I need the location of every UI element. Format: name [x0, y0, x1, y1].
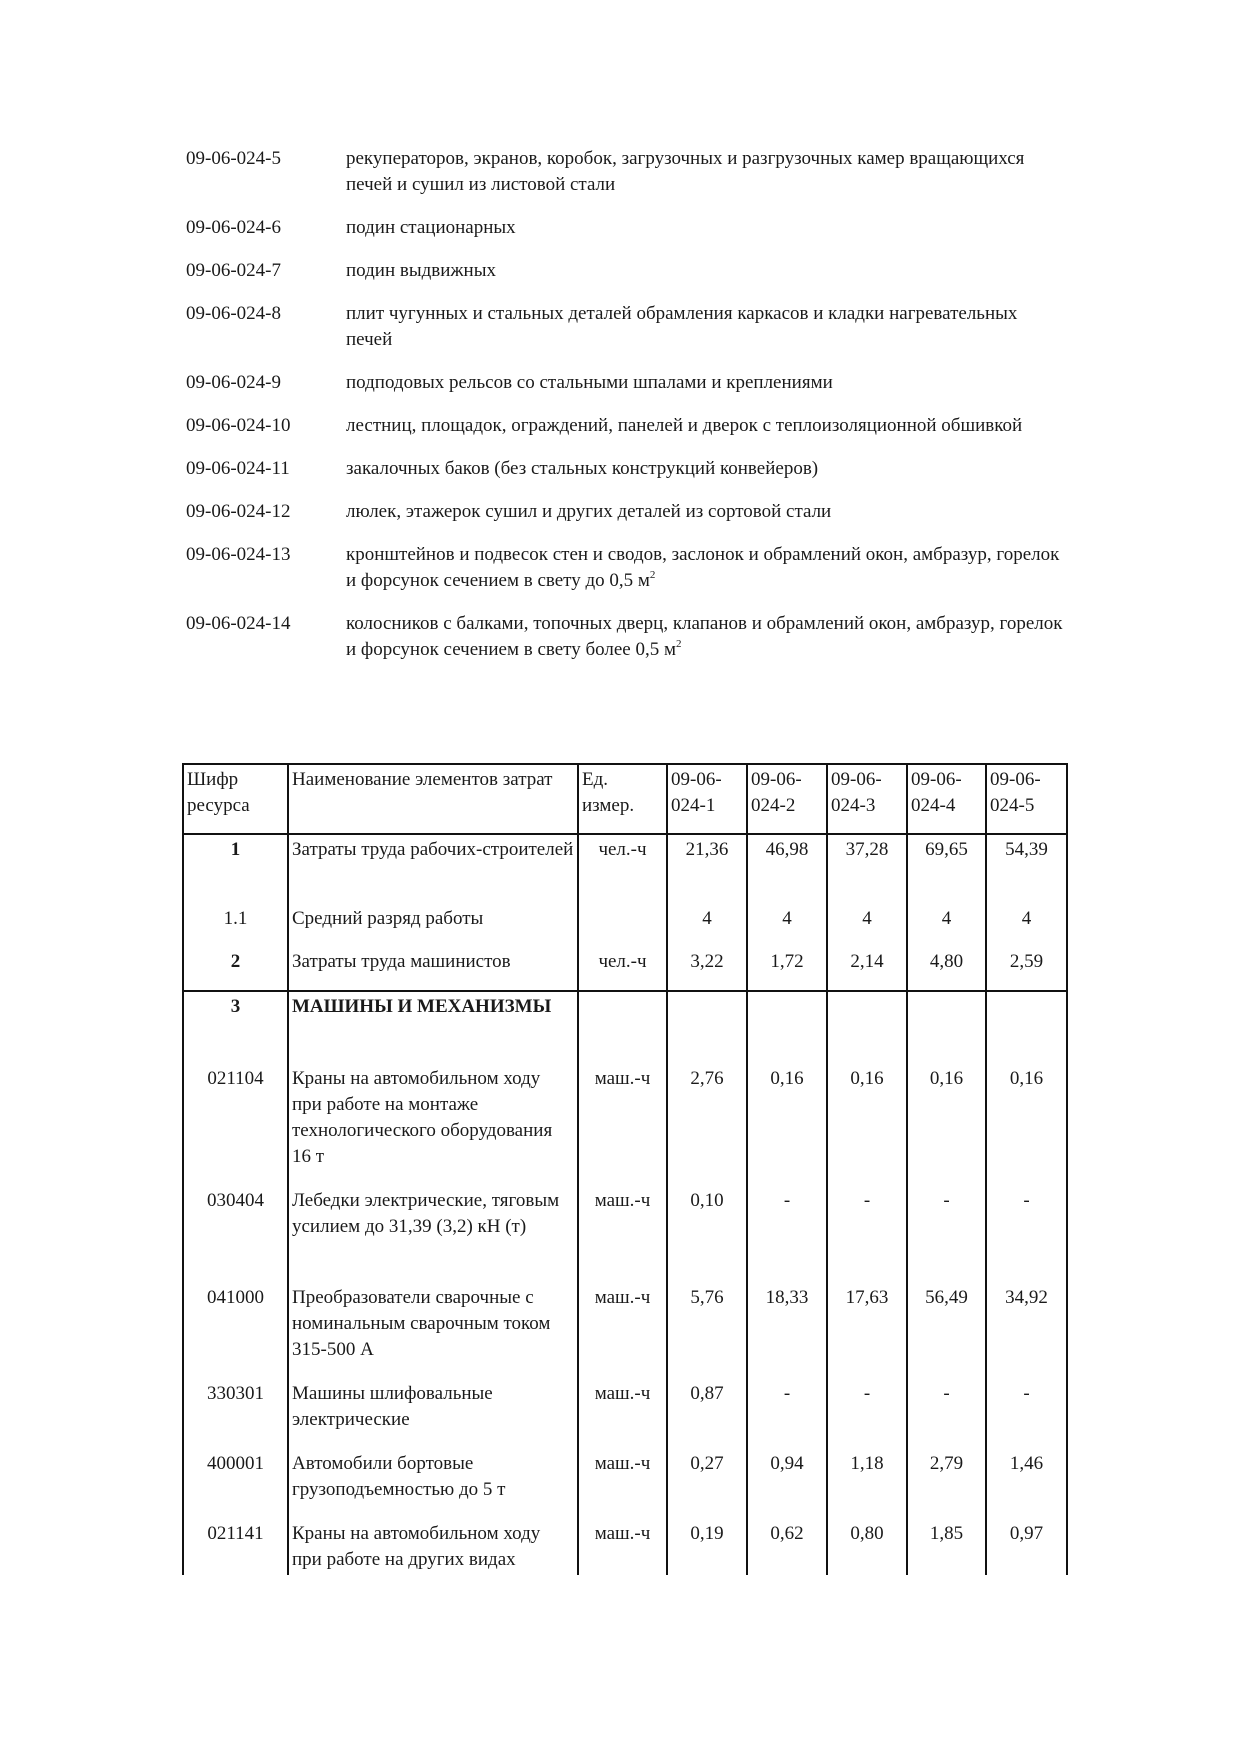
- row-value: 34,92: [986, 1283, 1067, 1379]
- row-code: 1: [183, 834, 288, 904]
- header-resource-code: Шифр ресурса: [183, 764, 288, 834]
- definition-text: [346, 611, 1066, 663]
- header-norm-2: 09-06-024-2: [747, 764, 827, 834]
- row-value: 37,28: [827, 834, 907, 904]
- definition-text: закалочных баков (без стальных конструкций конвейеров): [346, 458, 819, 479]
- row-value: 21,36: [667, 834, 747, 904]
- definition-text: рекуператоров, экранов, коробок, загрузочных и разгрузочных камер вращающихся печей и сушил из листовой стали: [346, 148, 1025, 195]
- row-unit: маш.-ч: [578, 1186, 667, 1283]
- header-cost-element-name: Наименование элементов затрат: [288, 764, 578, 834]
- row-value: 17,63: [827, 1283, 907, 1379]
- row-value: 0,16: [907, 1064, 986, 1186]
- row-value: 3,22: [667, 947, 747, 991]
- row-unit: чел.-ч: [578, 834, 667, 904]
- row-unit: [578, 904, 667, 947]
- row-value: [986, 991, 1067, 1064]
- definition-text: лестниц, площадок, ограждений, панелей и дверок с теплоизоляционной обшивкой: [346, 415, 1023, 436]
- row-value: 0,97: [986, 1519, 1067, 1575]
- definition-code: 09-06-024-5: [186, 148, 281, 169]
- row-value: -: [986, 1379, 1067, 1449]
- row-name: Машины шлифовальные электрические: [288, 1379, 578, 1449]
- definition-item: [186, 146, 1066, 198]
- row-value: 1,18: [827, 1449, 907, 1519]
- definition-code: 09-06-024-9: [186, 372, 281, 393]
- header-norm-1: 09-06-024-1: [667, 764, 747, 834]
- row-value: 0,10: [667, 1186, 747, 1283]
- row-name: Лебедки электрические, тяговым усилием до 31,39 (3,2) кН (т): [288, 1186, 578, 1283]
- row-value: 0,87: [667, 1379, 747, 1449]
- table-row: [183, 904, 1067, 947]
- row-name: Автомобили бортовые грузоподъемностью до 5 т: [288, 1449, 578, 1519]
- row-value: 4: [986, 904, 1067, 947]
- row-code: 2: [183, 947, 288, 991]
- row-value: [667, 991, 747, 1064]
- row-unit: маш.-ч: [578, 1519, 667, 1575]
- superscript: 2: [676, 638, 682, 650]
- definition-item: [186, 215, 1066, 241]
- row-name: Затраты труда рабочих-строителей: [288, 834, 578, 904]
- row-value: 0,19: [667, 1519, 747, 1575]
- row-unit: маш.-ч: [578, 1283, 667, 1379]
- superscript: 2: [649, 569, 656, 581]
- header-unit: Ед. измер.: [578, 764, 667, 834]
- table-section-row: [183, 991, 1067, 1064]
- row-name: Средний разряд работы: [288, 904, 578, 947]
- row-value: [827, 991, 907, 1064]
- header-norm-4: 09-06-024-4: [907, 764, 986, 834]
- row-code: 3: [183, 991, 288, 1064]
- definition-item: [186, 499, 1066, 525]
- row-value: 2,59: [986, 947, 1067, 991]
- definition-code: 09-06-024-13: [186, 544, 291, 565]
- row-value: 4: [747, 904, 827, 947]
- definition-code: 09-06-024-10: [186, 415, 291, 436]
- row-unit: [578, 991, 667, 1064]
- row-value: 69,65: [907, 834, 986, 904]
- table-row: [183, 1519, 1067, 1575]
- table-header-row: [183, 764, 1067, 834]
- definition-text: подин стационарных: [346, 217, 516, 238]
- row-value: -: [747, 1379, 827, 1449]
- row-value: [907, 991, 986, 1064]
- definitions-list: [186, 146, 1066, 680]
- row-name: Затраты труда машинистов: [288, 947, 578, 991]
- definition-item: [186, 258, 1066, 284]
- table-row: [183, 1064, 1067, 1186]
- row-unit: маш.-ч: [578, 1064, 667, 1186]
- row-unit: маш.-ч: [578, 1379, 667, 1449]
- definition-code: 09-06-024-14: [186, 613, 291, 634]
- row-value: 2,14: [827, 947, 907, 991]
- resource-norms-table: [182, 763, 1068, 1575]
- row-name: Преобразователи сварочные с номинальным сварочным током 315-500 А: [288, 1283, 578, 1379]
- definition-code: 09-06-024-11: [186, 458, 290, 479]
- table-row: [183, 834, 1067, 904]
- row-code: 330301: [183, 1379, 288, 1449]
- definition-code: 09-06-024-7: [186, 260, 281, 281]
- table-row: [183, 947, 1067, 991]
- row-value: 0,62: [747, 1519, 827, 1575]
- row-code: 400001: [183, 1449, 288, 1519]
- row-value: 5,76: [667, 1283, 747, 1379]
- definition-code: 09-06-024-12: [186, 501, 291, 522]
- row-value: -: [907, 1186, 986, 1283]
- row-code: 041000: [183, 1283, 288, 1379]
- table-row: [183, 1449, 1067, 1519]
- row-value: 0,16: [986, 1064, 1067, 1186]
- definition-text: подин выдвижных: [346, 260, 496, 281]
- row-value: 54,39: [986, 834, 1067, 904]
- row-value: 4: [907, 904, 986, 947]
- definition-text: [346, 542, 1066, 594]
- row-value: -: [986, 1186, 1067, 1283]
- row-name: Краны на автомобильном ходу при работе на монтаже технологического оборудования 16 т: [288, 1064, 578, 1186]
- definition-item: [186, 542, 1066, 594]
- definition-code: 09-06-024-6: [186, 217, 281, 238]
- row-code: 030404: [183, 1186, 288, 1283]
- row-value: 4: [827, 904, 907, 947]
- row-value: 2,79: [907, 1449, 986, 1519]
- row-code: 021104: [183, 1064, 288, 1186]
- row-value: 1,46: [986, 1449, 1067, 1519]
- table-row: [183, 1283, 1067, 1379]
- row-value: 0,27: [667, 1449, 747, 1519]
- table-row: [183, 1186, 1067, 1283]
- definition-item: [186, 370, 1066, 396]
- row-value: 56,49: [907, 1283, 986, 1379]
- row-value: 0,16: [747, 1064, 827, 1186]
- row-code: 021141: [183, 1519, 288, 1575]
- definition-item: [186, 611, 1066, 663]
- header-norm-5: 09-06-024-5: [986, 764, 1067, 834]
- definition-text-body: колосников с балками, топочных дверц, клапанов и обрамлений окон, амбразур, горелок и форсунок сечением в свету более 0,5 м: [346, 613, 1063, 660]
- row-value: 0,80: [827, 1519, 907, 1575]
- row-value: -: [747, 1186, 827, 1283]
- row-value: 4,80: [907, 947, 986, 991]
- row-name: Краны на автомобильном ходу при работе на других видах: [288, 1519, 578, 1575]
- definition-text: люлек, этажерок сушил и других деталей из сортовой стали: [346, 501, 832, 522]
- row-value: 4: [667, 904, 747, 947]
- row-value: 18,33: [747, 1283, 827, 1379]
- row-value: 1,85: [907, 1519, 986, 1575]
- row-value: -: [827, 1186, 907, 1283]
- row-value: 0,16: [827, 1064, 907, 1186]
- row-value: 2,76: [667, 1064, 747, 1186]
- row-value: 46,98: [747, 834, 827, 904]
- section-title: МАШИНЫ И МЕХАНИЗМЫ: [288, 991, 578, 1064]
- row-value: 1,72: [747, 947, 827, 991]
- definition-text: подподовых рельсов со стальными шпалами и креплениями: [346, 372, 833, 393]
- definition-code: 09-06-024-8: [186, 303, 281, 324]
- row-value: [747, 991, 827, 1064]
- row-value: -: [827, 1379, 907, 1449]
- definition-item: [186, 456, 1066, 482]
- row-unit: маш.-ч: [578, 1449, 667, 1519]
- row-unit: чел.-ч: [578, 947, 667, 991]
- table-row: [183, 1379, 1067, 1449]
- definition-text-body: кронштейнов и подвесок стен и сводов, заслонок и обрамлений окон, амбразур, горелок и форсунок сечением в свету до 0,5 м: [346, 544, 1060, 591]
- row-code: 1.1: [183, 904, 288, 947]
- row-value: 0,94: [747, 1449, 827, 1519]
- definition-item: [186, 301, 1066, 353]
- row-value: -: [907, 1379, 986, 1449]
- definition-text: плит чугунных и стальных деталей обрамления каркасов и кладки нагревательных печей: [346, 303, 1018, 350]
- definition-item: [186, 413, 1066, 439]
- header-norm-3: 09-06-024-3: [827, 764, 907, 834]
